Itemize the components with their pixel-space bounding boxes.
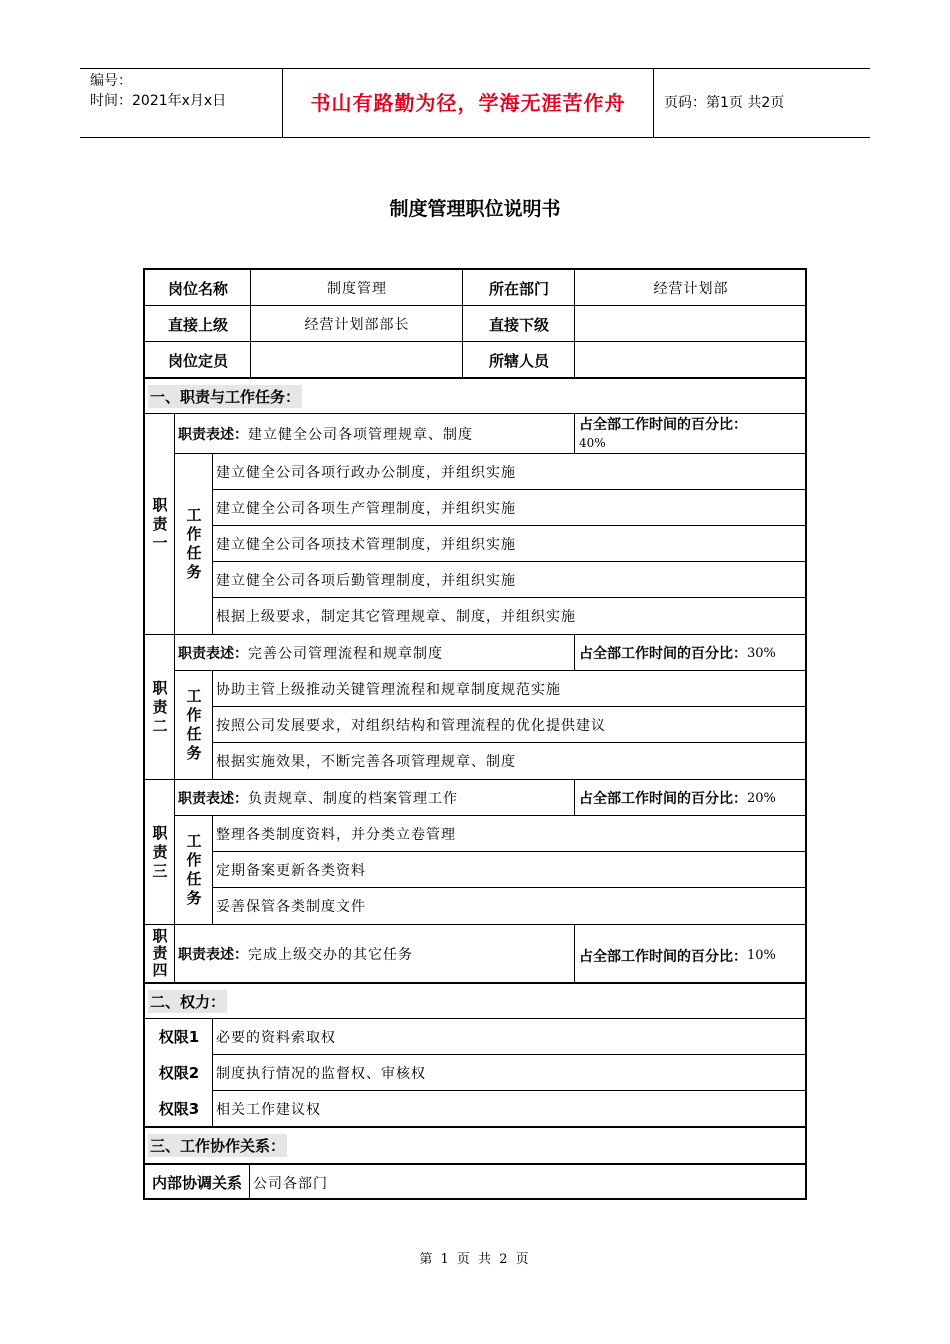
duty-1-task-5: 根据上级要求，制定其它管理规章、制度，并组织实施 — [216, 609, 576, 625]
duty-2-task-3: 根据实施效果，不断完善各项管理规章、制度 — [216, 754, 516, 770]
headcount-label: 岗位定员 — [167, 351, 228, 370]
subordinate-value — [575, 306, 807, 342]
power-3-text: 相关工作建议权 — [216, 1101, 321, 1118]
duty-2-task-2: 按照公司发展要求，对组织结构和管理流程的优化提供建议 — [216, 718, 606, 734]
document-title: 制度管理职位说明书 — [389, 198, 561, 220]
duty-1-statement: 职责表述： 建立健全公司各项管理规章、制度 — [178, 427, 473, 443]
duty-3-name: 职责三 — [152, 823, 168, 880]
subordinate-label: 直接下级 — [488, 315, 549, 334]
duty-1-percent: 占全部工作时间的百分比： 40% — [579, 417, 747, 450]
power-1-label: 权限1 — [158, 1028, 200, 1046]
duty-1-task-3: 建立健全公司各项技术管理制度，并组织实施 — [216, 537, 516, 553]
duty-1-task-2: 建立健全公司各项生产管理制度，并组织实施 — [216, 501, 516, 517]
department-value: 经营计划部 — [653, 281, 729, 297]
page-header — [80, 68, 870, 138]
header-meta — [80, 69, 282, 137]
duty-3-task-label: 工作任务 — [186, 832, 202, 907]
duty-3-percent: 占全部工作时间的百分比： 20% — [579, 790, 776, 807]
duty-1-task-label: 工作任务 — [186, 506, 202, 581]
internal-relation-value: 公司各部门 — [253, 1175, 328, 1192]
power-2-text: 制度执行情况的监督权、审核权 — [216, 1065, 426, 1082]
position-name-value: 制度管理 — [327, 281, 387, 297]
section-collaboration-title: 三、工作协作关系： — [145, 1128, 807, 1163]
duty-2-name: 职责二 — [152, 678, 168, 735]
duty-3-statement: 职责表述： 负责规章、制度的档案管理工作 — [178, 791, 458, 807]
power-1-text: 必要的资料索取权 — [216, 1029, 336, 1046]
section-powers-title: 二、权力： — [145, 984, 807, 1018]
duty-4-percent: 占全部工作时间的百分比： 10% — [579, 948, 776, 965]
internal-relation-label: 内部协调关系 — [151, 1174, 242, 1192]
duty-4-name: 职责四 — [152, 927, 168, 979]
number-label: 编号： — [90, 73, 132, 89]
header-page-number: 页码：第1页 共2页 — [664, 95, 785, 111]
duty-3-task-2: 定期备案更新各类资料 — [216, 863, 366, 879]
section-duties-title: 一、职责与工作任务： — [145, 379, 807, 414]
power-3-label: 权限3 — [158, 1100, 200, 1118]
page-footer: 第 1 页 共 2 页 — [419, 1252, 531, 1267]
managed-staff-value — [575, 342, 807, 378]
job-description-form — [143, 268, 807, 1200]
duty-2-percent: 占全部工作时间的百分比： 30% — [579, 645, 776, 662]
duty-1-name: 职责一 — [152, 495, 168, 552]
position-name-label: 岗位名称 — [167, 279, 228, 298]
duty-4-statement: 职责表述： 完成上级交办的其它任务 — [178, 946, 413, 963]
duty-2-task-label: 工作任务 — [186, 687, 202, 762]
duty-3-task-3: 妥善保管各类制度文件 — [216, 899, 366, 915]
superior-label: 直接上级 — [167, 315, 228, 334]
managed-staff-label: 所辖人员 — [488, 351, 549, 370]
duty-1-task-1: 建立健全公司各项行政办公制度，并组织实施 — [216, 465, 516, 481]
headcount-value — [251, 342, 463, 378]
duty-2-statement: 职责表述： 完善公司管理流程和规章制度 — [178, 646, 443, 662]
duty-3-task-1: 整理各类制度资料，并分类立卷管理 — [216, 827, 456, 843]
superior-value: 经营计划部部长 — [304, 317, 410, 333]
department-label: 所在部门 — [488, 279, 549, 298]
header-motto: 书山有路勤为径，学海无涯苦作舟 — [282, 69, 654, 137]
duty-1-task-4: 建立健全公司各项后勤管理制度，并组织实施 — [216, 573, 516, 589]
date-label: 时间：2021年x月x日 — [90, 93, 227, 109]
power-2-label: 权限2 — [158, 1064, 200, 1082]
duty-2-task-1: 协助主管上级推动关键管理流程和规章制度规范实施 — [216, 682, 561, 698]
